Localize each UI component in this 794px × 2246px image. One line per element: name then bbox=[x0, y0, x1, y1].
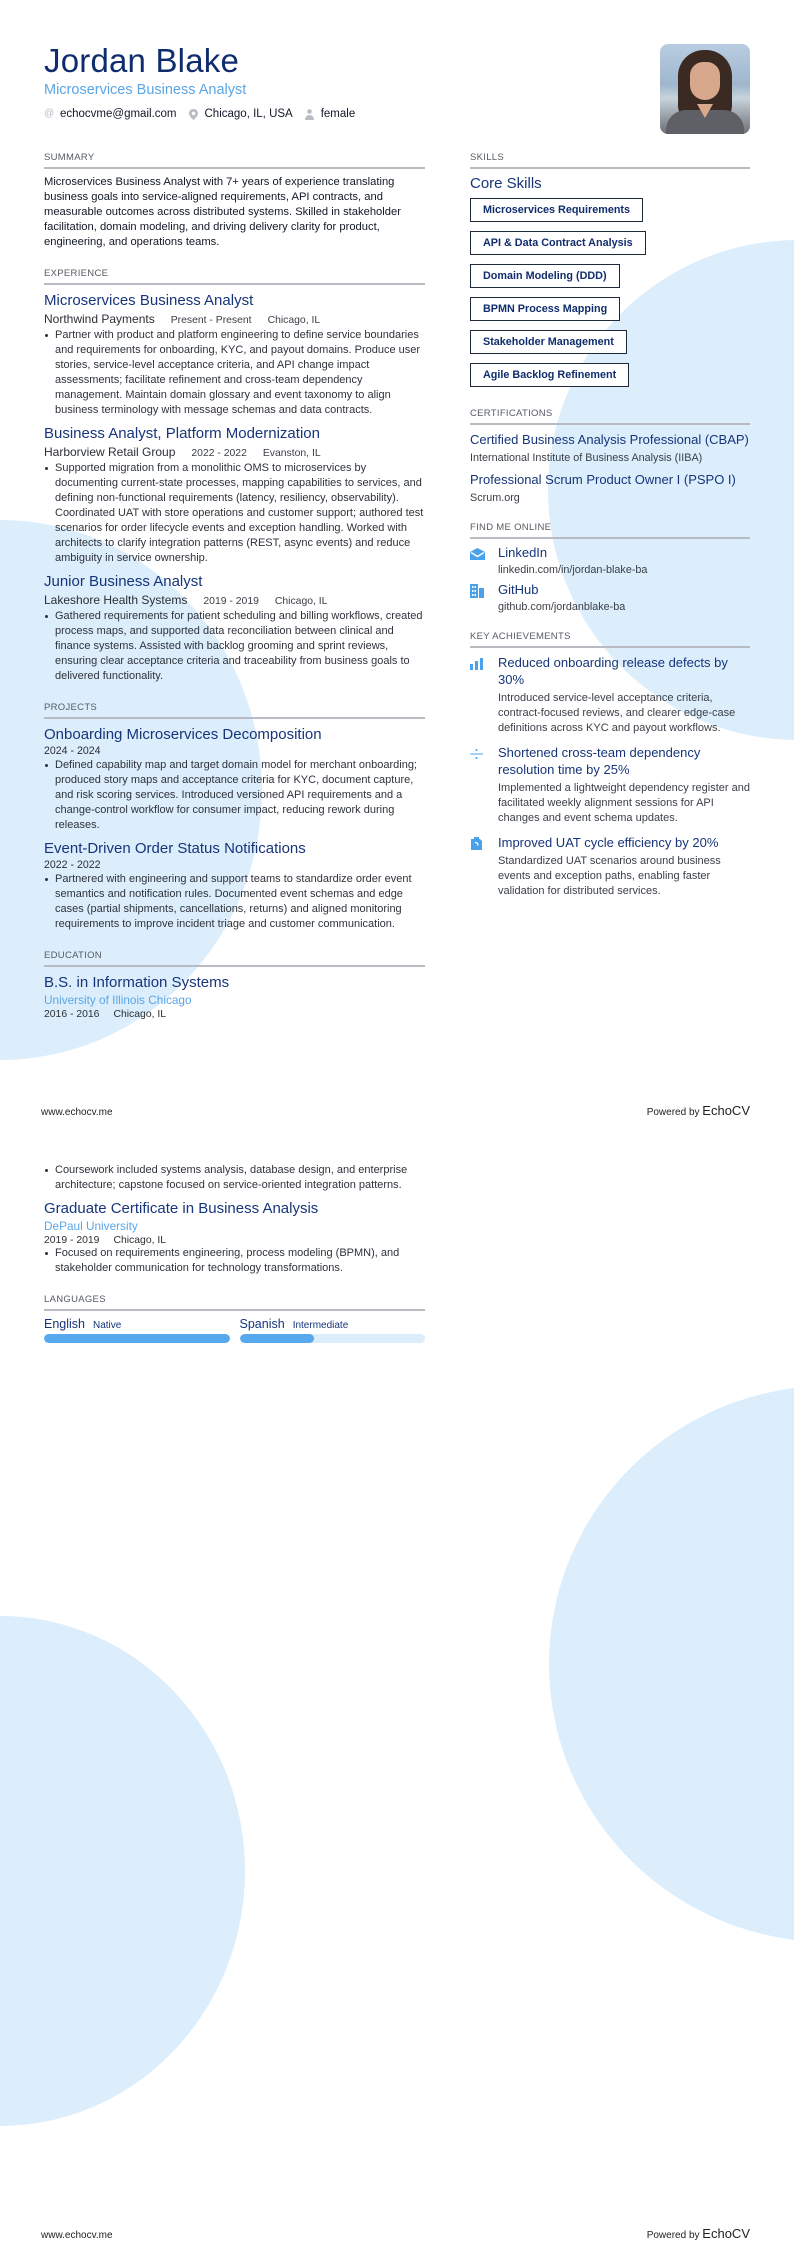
certification-name: Certified Business Analysis Professional (CBAP) bbox=[470, 432, 749, 447]
left-column-continued bbox=[44, 1163, 425, 1361]
section-title: LANGUAGES bbox=[44, 1294, 425, 1311]
projects-section bbox=[44, 702, 425, 932]
section-title: EXPERIENCE bbox=[44, 268, 425, 285]
education-location: Chicago, IL bbox=[113, 1009, 167, 1020]
education-item bbox=[44, 973, 425, 1020]
profile-photo bbox=[660, 44, 750, 134]
project-item bbox=[44, 725, 425, 833]
location-pin-icon bbox=[189, 109, 199, 119]
certifications-section bbox=[470, 408, 750, 504]
job-location: Evanston, IL bbox=[262, 448, 321, 459]
job-title: Business Analyst, Platform Modernization bbox=[44, 425, 320, 442]
contact-gender-text: female bbox=[320, 108, 356, 120]
experience-section bbox=[44, 268, 425, 684]
project-dates: 2022 - 2022 bbox=[44, 859, 101, 871]
candidate-headline: Microservices Business Analyst bbox=[44, 82, 247, 98]
language-name: Spanish bbox=[239, 1317, 285, 1331]
job-location: Chicago, IL bbox=[274, 596, 328, 607]
language-proficiency-fill bbox=[44, 1334, 230, 1343]
bar-chart-icon bbox=[470, 654, 486, 736]
education-bullet: Focused on requirements engineering, process modeling (BPMN), and stakeholder communication for technology transformations. bbox=[44, 1246, 425, 1276]
language-proficiency-bar bbox=[240, 1334, 426, 1343]
language-item bbox=[44, 1317, 230, 1343]
section-title: KEY ACHIEVEMENTS bbox=[470, 631, 750, 648]
project-name: Event-Driven Order Status Notifications bbox=[44, 840, 306, 857]
achievement-desc: Introduced service-level acceptance criteria, contract-focused reviews, and clearer edge-case definitions across KYC and payout workflows. bbox=[498, 692, 736, 734]
school-name: DePaul University bbox=[44, 1219, 138, 1233]
achievement-item bbox=[470, 654, 750, 736]
skill-tag: API & Data Contract Analysis bbox=[470, 231, 646, 255]
job-dates: Present - Present bbox=[170, 315, 252, 326]
experience-item bbox=[44, 291, 425, 418]
skills-section bbox=[470, 152, 750, 396]
language-proficiency-bar bbox=[44, 1334, 230, 1343]
education-item bbox=[44, 1199, 425, 1276]
contact-email-text: echocvme@gmail.com bbox=[60, 108, 177, 120]
education-section bbox=[44, 950, 425, 1020]
skill-tag: Microservices Requirements bbox=[470, 198, 643, 222]
envelope-icon bbox=[470, 545, 486, 576]
language-item bbox=[240, 1317, 426, 1343]
achievements-section bbox=[470, 631, 750, 899]
job-location: Chicago, IL bbox=[267, 315, 321, 326]
building-icon bbox=[470, 582, 486, 613]
education-location: Chicago, IL bbox=[113, 1235, 167, 1246]
section-title: SUMMARY bbox=[44, 152, 425, 169]
candidate-name: Jordan Blake bbox=[44, 42, 240, 79]
skill-tag: Domain Modeling (DDD) bbox=[470, 264, 620, 288]
section-title: PROJECTS bbox=[44, 702, 425, 719]
job-dates: 2019 - 2019 bbox=[203, 596, 259, 607]
section-title: EDUCATION bbox=[44, 950, 425, 967]
achievement-item bbox=[470, 744, 750, 826]
education-dates: 2016 - 2016 bbox=[44, 1009, 100, 1020]
footer-site-link[interactable]: www.echocv.me bbox=[41, 2230, 113, 2241]
section-title: SKILLS bbox=[470, 152, 750, 169]
contact-location bbox=[189, 108, 293, 120]
education-bullet: Coursework included systems analysis, database design, and enterprise architecture; capstone focused on service-oriented integration patterns. bbox=[44, 1163, 425, 1193]
divide-icon bbox=[470, 744, 486, 826]
achievement-title: Reduced onboarding release defects by 30% bbox=[498, 655, 728, 687]
certification-item bbox=[470, 431, 750, 464]
online-profile-url[interactable]: github.com/jordanblake-ba bbox=[498, 601, 626, 613]
job-bullet: Gathered requirements for patient scheduling and billing workflows, created process maps, and supported data reconciliation between clinical and finance systems. Assisted with backlog grooming and sprint reviews, ensuring clear acceptance criteria and traceability from business goals to delivered functionality. bbox=[44, 609, 425, 684]
left-column bbox=[44, 152, 425, 1038]
at-icon: @ bbox=[44, 108, 55, 119]
language-name: English bbox=[44, 1317, 85, 1331]
languages-section bbox=[44, 1294, 425, 1343]
page-footer bbox=[41, 1103, 750, 1118]
company-name: Lakeshore Health Systems bbox=[44, 593, 188, 607]
language-level: Native bbox=[93, 1320, 122, 1331]
footer-site-link[interactable]: www.echocv.me bbox=[41, 1107, 113, 1118]
online-profile-github[interactable] bbox=[470, 582, 750, 613]
skill-tag: BPMN Process Mapping bbox=[470, 297, 620, 321]
achievement-desc: Implemented a lightweight dependency register and facilitated weekly alignment sessions for API changes and event schema updates. bbox=[498, 782, 750, 824]
skill-tag: Stakeholder Management bbox=[470, 330, 627, 354]
brand-name: EchoCV bbox=[702, 2226, 750, 2241]
certification-item bbox=[470, 471, 750, 504]
project-dates: 2024 - 2024 bbox=[44, 745, 101, 757]
resume-page-2 bbox=[0, 1123, 794, 2246]
summary-section bbox=[44, 152, 425, 250]
contact-info bbox=[44, 108, 355, 120]
footer-powered-by bbox=[647, 2226, 750, 2241]
job-dates: 2022 - 2022 bbox=[191, 448, 247, 459]
language-level: Intermediate bbox=[292, 1320, 349, 1331]
language-proficiency-fill bbox=[240, 1334, 314, 1343]
school-name: University of Illinois Chicago bbox=[44, 993, 192, 1007]
job-bullet: Partner with product and platform engineering to define service boundaries and requirements for onboarding, KYC, and payout domains. Produce user stories, service-level acceptance criteria, and API change impact assessments; facilitate refinement and cross-team dependency management. Maintain domain glossary and event taxonomy to align business terminology with message schemas and data contracts. bbox=[44, 328, 425, 418]
degree-name: B.S. in Information Systems bbox=[44, 974, 230, 991]
contact-gender bbox=[305, 108, 356, 120]
online-profile-url[interactable]: linkedin.com/in/jordan-blake-ba bbox=[498, 564, 648, 576]
powered-by-label: Powered by bbox=[646, 1107, 700, 1118]
job-bullet: Supported migration from a monolithic OMS to microservices by documenting current-state processes, mapping capabilities to services, and defining non-functional requirements (latency, resiliency, observability). Coordinated UAT with store operations and customer support; authored test scenarios for order lifecycle events and exception handling. Worked with architects to clarify integration patterns (REST, async events) and reduce ambiguity in service ownership. bbox=[44, 461, 425, 566]
company-name: Harborview Retail Group bbox=[44, 445, 176, 459]
section-title: FIND ME ONLINE bbox=[470, 522, 750, 539]
right-column bbox=[470, 152, 750, 917]
achievement-desc: Standardized UAT scenarios around business events and exception paths, enabling faster validation for distributed services. bbox=[498, 855, 721, 897]
achievement-title: Shortened cross-team dependency resolution time by 25% bbox=[498, 745, 701, 777]
project-item bbox=[44, 839, 425, 932]
footer-powered-by bbox=[647, 1103, 750, 1118]
job-title: Junior Business Analyst bbox=[44, 573, 203, 590]
clipboard-icon bbox=[470, 834, 486, 899]
achievement-item bbox=[470, 834, 750, 899]
online-profile-name: LinkedIn bbox=[498, 545, 548, 560]
online-profile-name: GitHub bbox=[498, 582, 539, 597]
summary-text: Microservices Business Analyst with 7+ years of experience translating business goals into service-aligned requirements, API contracts, and measurable outcomes across distributed systems. Skilled in stakeholder facilitation, domain modeling, and driving delivery clarity for product, engineering, and operations teams. bbox=[44, 176, 401, 248]
page-footer bbox=[41, 2226, 750, 2241]
section-title: CERTIFICATIONS bbox=[470, 408, 750, 425]
skills-group-title: Core Skills bbox=[470, 175, 542, 192]
certification-issuer: International Institute of Business Analysis (IIBA) bbox=[470, 452, 703, 464]
brand-name: EchoCV bbox=[702, 1103, 750, 1118]
online-profile-linkedin[interactable] bbox=[470, 545, 750, 576]
online-section bbox=[470, 522, 750, 613]
project-bullet: Defined capability map and target domain model for merchant onboarding; produced story maps and acceptance criteria for KYC, document capture, and risk scoring services. Introduced versioned API requirements and a change-control workflow for consumer impact, reducing rework during releases. bbox=[44, 758, 425, 833]
experience-item bbox=[44, 572, 425, 684]
contact-location-text: Chicago, IL, USA bbox=[204, 108, 293, 120]
project-bullet: Partnered with engineering and support teams to standardize order event semantics and notification rules. Documented event schemas and edge cases (partial shipments, cancellations, returns) and aligned monitoring requirements to improve incident triage and customer communication. bbox=[44, 872, 425, 932]
job-title: Microservices Business Analyst bbox=[44, 292, 254, 309]
degree-name: Graduate Certificate in Business Analysis bbox=[44, 1200, 319, 1217]
contact-email[interactable] bbox=[44, 108, 177, 120]
achievement-title: Improved UAT cycle efficiency by 20% bbox=[498, 835, 719, 850]
skill-tag: Agile Backlog Refinement bbox=[470, 363, 629, 387]
experience-item bbox=[44, 424, 425, 566]
project-name: Onboarding Microservices Decomposition bbox=[44, 726, 322, 743]
certification-issuer: Scrum.org bbox=[470, 492, 520, 504]
powered-by-label: Powered by bbox=[646, 2230, 700, 2241]
company-name: Northwind Payments bbox=[44, 312, 155, 326]
person-icon bbox=[305, 109, 315, 119]
certification-name: Professional Scrum Product Owner I (PSPO I) bbox=[470, 472, 736, 487]
education-dates: 2019 - 2019 bbox=[44, 1235, 100, 1246]
education-section-continued bbox=[44, 1163, 425, 1276]
